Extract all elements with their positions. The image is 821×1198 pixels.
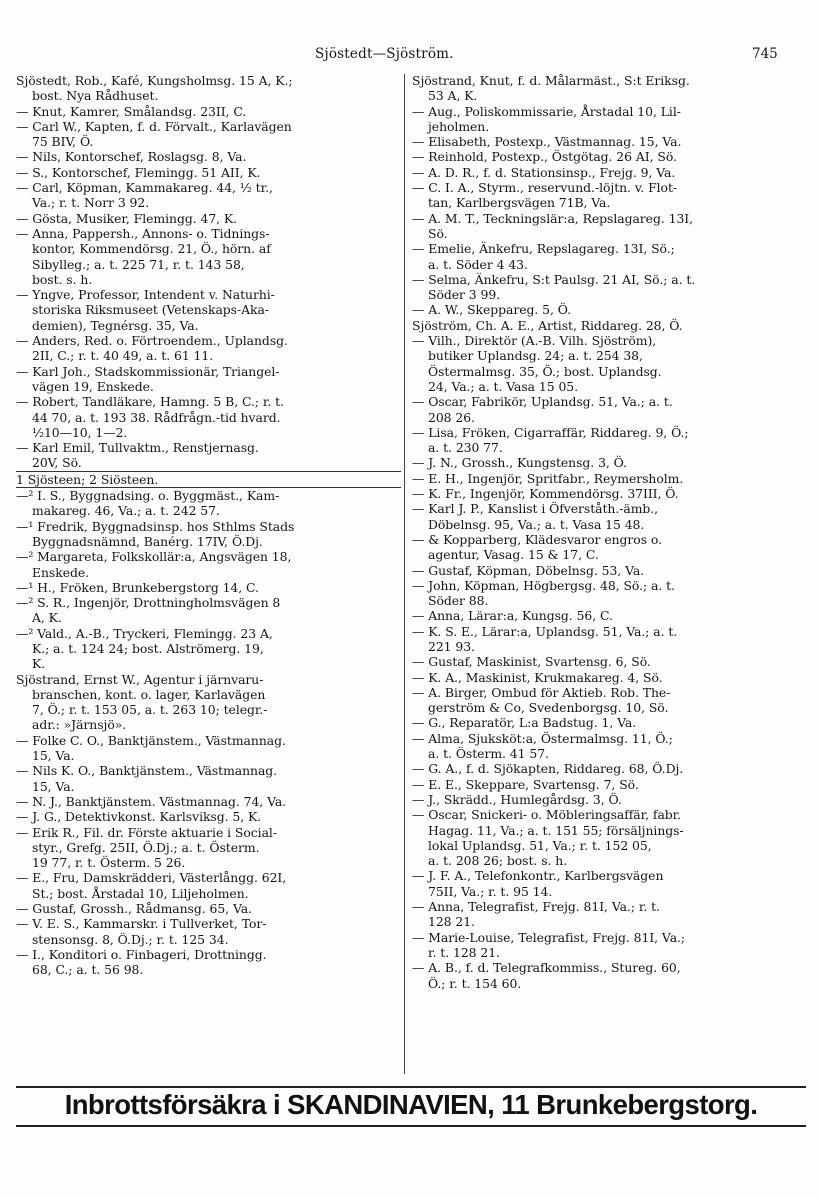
directory-entry-line: 68, C.; a. t. 56 98. xyxy=(32,962,144,978)
directory-entry-line: K.; a. t. 124 24; bost. Alströmerg. 19, xyxy=(32,640,264,656)
directory-entry-line: storiska Riksmuseet (Vetenskaps-Aka- xyxy=(32,302,269,318)
directory-entry-line: —² Vald., A.-B., Tryckeri, Flemingg. 23 A, xyxy=(16,625,273,641)
directory-entry-line: — Aug., Poliskommissarie, Årstadal 10, Lil- xyxy=(412,103,681,119)
directory-entry-line: — Vilh., Direktör (A.-B. Vilh. Sjöström), xyxy=(412,333,657,349)
directory-entry-line: jeholmen. xyxy=(428,118,490,134)
directory-entry-line: — J., Skrädd., Humlegårdsg. 3, Ö. xyxy=(412,791,622,807)
directory-entry-line: lokal Uplandsg. 51, Va.; r. t. 152 05, xyxy=(428,837,652,853)
directory-entry-line: gerström & Co, Svedenborgsg. 10, Sö. xyxy=(428,700,669,716)
directory-entry-line: 15, Va. xyxy=(32,778,75,794)
directory-entry-line: — Selma, Änkefru, S:t Paulsg. 21 AI, Sö.; a. t. xyxy=(412,271,696,287)
directory-entry-line: Sö. xyxy=(428,225,448,241)
left-column xyxy=(16,73,401,978)
directory-entry-line: —¹ H., Fröken, Brunkebergstorg 14, C. xyxy=(16,579,259,595)
directory-entry-line: vägen 19, Enskede. xyxy=(32,378,154,394)
directory-entry-line: Döbelnsg. 95, Va.; a. t. Vasa 15 48. xyxy=(428,516,645,532)
directory-entry-line: — A. D. R., f. d. Stationsinsp., Frejg. 9, Va. xyxy=(412,164,676,180)
directory-entry-line: — E., Fru, Damskrädderi, Västerlångg. 62I, xyxy=(16,870,287,886)
directory-entry-line: — Carl, Köpman, Kammakareg. 44, ½ tr., xyxy=(16,180,273,196)
directory-entry-line: 128 21. xyxy=(428,914,475,930)
directory-entry-line: makareg. 46, Va.; a. t. 242 57. xyxy=(32,503,220,519)
footer-rule-bottom xyxy=(16,1125,806,1127)
directory-entry-line: — J. N., Grossh., Kungstensg. 3, Ö. xyxy=(412,455,627,471)
directory-entry-line: — Knut, Kamrer, Smålandsg. 23II, C. xyxy=(16,103,247,119)
directory-entry-line: —¹ Fredrik, Byggnadsinsp. hos Sthlms Stads xyxy=(16,518,295,534)
directory-entry-line: — Reinhold, Postexp., Östgötag. 26 AI, Sö. xyxy=(412,149,677,165)
footer-rule-top xyxy=(16,1086,806,1088)
directory-entry-line: demien), Tegnérsg. 35, Va. xyxy=(32,317,199,333)
directory-entry-line: — Erik R., Fil. dr. Förste aktuarie i Social- xyxy=(16,824,277,840)
directory-entry-line: K. xyxy=(32,656,46,672)
directory-entry-line: 221 93. xyxy=(428,638,475,654)
directory-entry-line: — Folke C. O., Banktjänstem., Västmannag. xyxy=(16,732,286,748)
directory-entry-line: — A. B., f. d. Telegrafkommiss., Stureg. 60, xyxy=(412,960,681,976)
directory-entry-line: — K. Fr., Ingenjör, Kommendörsg. 37III, Ö. xyxy=(412,486,679,502)
directory-entry-line: r. t. 128 21. xyxy=(428,944,500,960)
page-header-title: Sjöstedt—Sjöström. xyxy=(315,46,454,62)
directory-entry-line: — G., Reparatör, L:a Badstug. 1, Va. xyxy=(412,715,637,731)
directory-entry-line: styr., Grefg. 25II, Ö.Dj.; a. t. Österm. xyxy=(32,839,260,855)
directory-entry-line: — Elisabeth, Postexp., Västmannag. 15, Va. xyxy=(412,134,682,150)
directory-entry-line: a. t. Söder 4 43. xyxy=(428,256,528,272)
directory-entry-line: 75 BIV, Ö. xyxy=(32,134,94,150)
directory-entry-line: 7, Ö.; r. t. 153 05, a. t. 263 10; telegr.- xyxy=(32,702,268,718)
directory-entry-line: — Carl W., Kapten, f. d. Förvalt., Karlavägen xyxy=(16,118,292,134)
directory-entry-line: bost. s. h. xyxy=(32,271,93,287)
directory-entry-line: — Robert, Tandläkare, Hamng. 5 B, C.; r. t. xyxy=(16,394,284,410)
directory-entry-line: — Gustaf, Köpman, Döbelnsg. 53, Va. xyxy=(412,562,645,578)
directory-entry-line: — A. M. T., Teckningslär:a, Repslagareg. 13I, xyxy=(412,210,694,226)
directory-entry-line: — Anna, Lärar:a, Kungsg. 56, C. xyxy=(412,608,613,624)
directory-entry-line: — G. A., f. d. Sjökapten, Riddareg. 68, Ö.Dj. xyxy=(412,761,684,777)
directory-entry-line: Sibylleg.; a. t. 225 71, r. t. 143 58, xyxy=(32,256,245,272)
directory-entry-line: A, K. xyxy=(32,610,62,626)
running-head xyxy=(0,46,821,66)
directory-entry-line: Söder 88. xyxy=(428,593,489,609)
directory-entry-line: —² Margareta, Folkskollär:a, Angsvägen 18, xyxy=(16,549,292,565)
directory-entry-line: — J. F. A., Telefonkontr., Karlbergsvägen xyxy=(412,868,664,884)
directory-entry-line: St.; bost. Årstadal 10, Liljeholmen. xyxy=(32,885,249,901)
directory-entry-line: stensonsg. 8, Ö.Dj.; r. t. 125 34. xyxy=(32,931,229,947)
directory-entry-line: Söder 3 99. xyxy=(428,287,501,303)
directory-entry-line: — Gösta, Musiker, Flemingg. 47, K. xyxy=(16,210,238,226)
directory-entry-line: 24, Va.; a. t. Vasa 15 05. xyxy=(428,378,579,394)
directory-entry-line: — Gustaf, Grossh., Rådmansg. 65, Va. xyxy=(16,901,252,917)
directory-entry-line: — Karl Emil, Tullvaktm., Renstjernasg. xyxy=(16,440,259,456)
directory-entry-line: a. t. Österm. 41 57. xyxy=(428,746,549,762)
directory-entry-line: —² S. R., Ingenjör, Drottningholmsvägen 8 xyxy=(16,595,281,611)
directory-entry-line: 2II, C.; r. t. 40 49, a. t. 61 11. xyxy=(32,348,214,364)
directory-entry-line: — Nils, Kontorschef, Roslagsg. 8, Va. xyxy=(16,149,247,165)
directory-entry-line: — Nils K. O., Banktjänstem., Västmannag. xyxy=(16,763,278,779)
directory-entry-line: kontor, Kommendörsg. 21, Ö., hörn. af xyxy=(32,241,271,257)
directory-entry-line: ½10—10, 1—2. xyxy=(32,424,128,440)
directory-entry-line: — E. H., Ingenjör, Spritfabr., Reymersholm. xyxy=(412,470,684,486)
directory-entry-line: a. t. 208 26; bost. s. h. xyxy=(428,853,568,869)
directory-entry-line: — S., Kontorschef, Flemingg. 51 AII, K. xyxy=(16,164,261,180)
directory-entry-line: — Oscar, Snickeri- o. Möbleringsaffär, fabr. xyxy=(412,807,682,823)
directory-entry-line: tan, Karlbergsvägen 71B, Va. xyxy=(428,195,611,211)
directory-entry-line: Byggnadsnämnd, Banérg. 17IV, Ö.Dj. xyxy=(32,533,263,549)
directory-entry-line: branschen, kont. o. lager, Karlavägen xyxy=(32,686,266,702)
column-divider xyxy=(404,74,405,1074)
directory-entry-line: — Yngve, Professor, Intendent v. Naturhi- xyxy=(16,287,275,303)
directory-entry-line: adr.: »Järnsjö». xyxy=(32,717,127,733)
directory-entry-line: — Anna, Pappersh., Annons- o. Tidnings- xyxy=(16,225,270,241)
directory-entry-line: Sjöstrand, Ernst W., Agentur i järnvaru- xyxy=(16,671,264,687)
directory-entry-line: Hagag. 11, Va.; a. t. 151 55; försäljnings- xyxy=(428,822,684,838)
directory-entry-line: Va.; r. t. Norr 3 92. xyxy=(32,195,150,211)
footer-advertisement: Inbrottsförsäkra i SKANDINAVIEN, 11 Brunkebergstorg. xyxy=(64,1089,758,1120)
directory-entry-line: — Emelie, Änkefru, Repslagareg. 13I, Sö.; xyxy=(412,241,675,257)
directory-entry-line: a. t. 230 77. xyxy=(428,440,503,456)
directory-entry-line: Sjöstrand, Knut, f. d. Målarmäst., S:t Eriksg. xyxy=(412,73,690,88)
directory-entry-line: 20V, Sö. xyxy=(16,455,401,471)
directory-entry-line: Enskede. xyxy=(32,564,90,580)
directory-entry-line: — V. E. S., Kammarskr. i Tullverket, Tor- xyxy=(16,916,267,932)
directory-entry-line: — N. J., Banktjänstem. Västmannag. 74, Va. xyxy=(16,793,287,809)
directory-entry-line: —² I. S., Byggnadsing. o. Byggmäst., Kam- xyxy=(16,488,280,504)
directory-entry-line: Östermalmsg. 35, Ö.; bost. Uplandsg. xyxy=(428,363,662,379)
directory-entry-line: — Oscar, Fabrikör, Uplandsg. 51, Va.; a. t. xyxy=(412,394,673,410)
right-column xyxy=(412,73,806,991)
page-number: 745 xyxy=(752,46,778,62)
directory-entry-line: 1 Sjösteen; 2 Siösteen. xyxy=(16,472,401,488)
directory-entry-line: — C. I. A., Styrm., reservund.-löjtn. v. Flot- xyxy=(412,180,678,196)
directory-entry-line: — A. Birger, Ombud för Aktieb. Rob. The- xyxy=(412,684,671,700)
directory-entry-line: 75II, Va.; r. t. 95 14. xyxy=(428,883,553,899)
directory-entry-line: Sjöstedt, Rob., Kafé, Kungsholmsg. 15 A, K.; xyxy=(16,73,293,88)
directory-entry-line: — John, Köpman, Högbergsg. 48, Sö.; a. t. xyxy=(412,577,675,593)
directory-entry-line: — Gustaf, Maskinist, Svartensg. 6, Sö. xyxy=(412,654,651,670)
directory-entry-line: Sjöström, Ch. A. E., Artist, Riddareg. 28, Ö. xyxy=(412,317,683,333)
directory-entry-line: — Karl J. P., Kanslist i Öfverståth.-ämb., xyxy=(412,501,659,517)
directory-entry-line: butiker Uplandsg. 24; a. t. 254 38, xyxy=(428,348,643,364)
directory-entry-line: 208 26. xyxy=(428,409,475,425)
directory-entry-line: — Anders, Red. o. Förtroendem., Uplandsg. xyxy=(16,333,288,349)
directory-entry-line: — Lisa, Fröken, Cigarraffär, Riddareg. 9, Ö.; xyxy=(412,424,689,440)
directory-entry-line: — Alma, Sjuksköt:a, Östermalmsg. 11, Ö.; xyxy=(412,730,673,746)
directory-entry-line: — Marie-Louise, Telegrafist, Frejg. 81I, Va.; xyxy=(412,929,686,945)
directory-entry-line: — J. G., Detektivkonst. Karlsviksg. 5, K. xyxy=(16,809,262,825)
directory-entry-line: bost. Nya Rådhuset. xyxy=(32,88,159,104)
directory-entry-line: — I., Konditori o. Finbageri, Drottningg. xyxy=(16,946,267,962)
directory-entry-line: — E. E., Skeppare, Svartensg. 7, Sö. xyxy=(412,776,639,792)
directory-entry-line: 15, Va. xyxy=(32,748,75,764)
directory-entry-line: 44 70, a. t. 193 38. Rådfrågn.-tid hvard. xyxy=(32,409,281,425)
directory-entry-line: 53 A, K. xyxy=(428,88,478,104)
directory-entry-line: — K. S. E., Lärar:a, Uplandsg. 51, Va.; a. t. xyxy=(412,623,678,639)
directory-entry-line: — Karl Joh., Stadskommissionär, Triangel- xyxy=(16,363,280,379)
directory-entry-line: — A. W., Skeppareg. 5, Ö. xyxy=(412,302,572,318)
directory-entry-line: — & Kopparberg, Klädesvaror engros o. xyxy=(412,531,662,547)
directory-entry-line: Ö.; r. t. 154 60. xyxy=(428,975,522,991)
directory-entry-line: agentur, Vasag. 15 & 17, C. xyxy=(428,547,599,563)
directory-entry-line: — K. A., Maskinist, Krukmakareg. 4, Sö. xyxy=(412,669,663,685)
directory-entry-line: 19 77, r. t. Österm. 5 26. xyxy=(32,855,186,871)
directory-entry-line: — Anna, Telegrafist, Frejg. 81I, Va.; r. t. xyxy=(412,899,660,915)
